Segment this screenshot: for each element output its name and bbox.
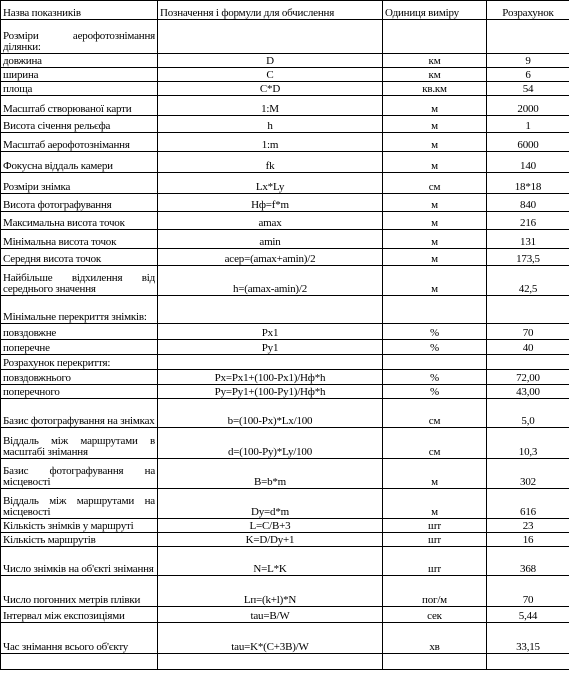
unit-cell: м bbox=[383, 96, 487, 116]
indicator-name-cell: Число знімків на об'єкті знімання bbox=[1, 547, 158, 576]
unit-cell: см bbox=[383, 173, 487, 194]
indicator-name-cell: Масштаб створюваної карти bbox=[1, 96, 158, 116]
unit-cell: пог/м bbox=[383, 576, 487, 607]
unit-cell: м bbox=[383, 230, 487, 249]
calculation-value-cell: 40 bbox=[487, 340, 569, 355]
calculation-value-cell: 42,5 bbox=[487, 266, 569, 296]
indicator-name-cell: Висота січення рельєфа bbox=[1, 116, 158, 133]
indicator-name-cell: повздовжнього bbox=[1, 370, 158, 385]
formula-cell: tau=K*(C+3B)/W bbox=[158, 623, 383, 654]
indicator-name-cell: Висота фотографування bbox=[1, 194, 158, 212]
indicator-name-cell: Мінімальне перекриття знімків: bbox=[1, 296, 158, 324]
unit-cell: шт bbox=[383, 547, 487, 576]
indicator-name-cell: поперечного bbox=[1, 385, 158, 399]
table-row bbox=[1, 355, 569, 370]
calculation-value-cell bbox=[487, 296, 569, 324]
indicator-name-cell: Розрахунок перекриття: bbox=[1, 355, 158, 370]
formula-cell: B=b*m bbox=[158, 459, 383, 489]
formula-cell bbox=[158, 296, 383, 324]
formula-cell: Lx*Ly bbox=[158, 173, 383, 194]
indicator-name-cell: Максимальна висота точок bbox=[1, 212, 158, 230]
indicator-name-cell: площа bbox=[1, 82, 158, 96]
unit-cell: хв bbox=[383, 623, 487, 654]
table-row bbox=[1, 82, 569, 96]
formula-cell: C*D bbox=[158, 82, 383, 96]
unit-cell: м bbox=[383, 459, 487, 489]
table-row bbox=[1, 533, 569, 547]
unit-cell: % bbox=[383, 340, 487, 355]
table-row bbox=[1, 324, 569, 340]
indicator-name-cell: Мінімальна висота точок bbox=[1, 230, 158, 249]
calculation-value-cell: 216 bbox=[487, 212, 569, 230]
calculation-value-cell: 131 bbox=[487, 230, 569, 249]
unit-cell: км bbox=[383, 68, 487, 82]
formula-cell: D bbox=[158, 54, 383, 68]
formula-cell: 1:M bbox=[158, 96, 383, 116]
table-row bbox=[1, 385, 569, 399]
formula-cell: N=L*K bbox=[158, 547, 383, 576]
formula-cell: amax bbox=[158, 212, 383, 230]
formula-cell: b=(100-Px)*Lx/100 bbox=[158, 399, 383, 428]
calculation-value-cell: 16 bbox=[487, 533, 569, 547]
formula-cell bbox=[158, 20, 383, 54]
formula-cell: Dy=d*m bbox=[158, 489, 383, 519]
indicator-name-cell: ширина bbox=[1, 68, 158, 82]
indicator-name-cell: Фокусна віддаль камери bbox=[1, 152, 158, 173]
table-row bbox=[1, 266, 569, 296]
calculation-value-cell: 72,00 bbox=[487, 370, 569, 385]
formula-cell: amin bbox=[158, 230, 383, 249]
formula-cell: K=D/Dy+1 bbox=[158, 533, 383, 547]
table-row bbox=[1, 54, 569, 68]
unit-cell: % bbox=[383, 370, 487, 385]
unit-cell: м bbox=[383, 194, 487, 212]
unit-cell bbox=[383, 20, 487, 54]
formula-cell: h bbox=[158, 116, 383, 133]
indicator-name-cell: Число погонних метрів плівки bbox=[1, 576, 158, 607]
table-row bbox=[1, 20, 569, 54]
formula-cell: tau=B/W bbox=[158, 607, 383, 623]
table-row bbox=[1, 133, 569, 152]
unit-cell: см bbox=[383, 428, 487, 459]
unit-cell: м bbox=[383, 152, 487, 173]
formula-cell: h=(amax-amin)/2 bbox=[158, 266, 383, 296]
indicator-name-cell: довжина bbox=[1, 54, 158, 68]
unit-cell: см bbox=[383, 399, 487, 428]
unit-cell bbox=[383, 296, 487, 324]
calculation-value-cell bbox=[487, 20, 569, 54]
table-row bbox=[1, 399, 569, 428]
calculation-value-cell: 616 bbox=[487, 489, 569, 519]
table-row bbox=[1, 623, 569, 654]
unit-cell: м bbox=[383, 266, 487, 296]
indicator-name-cell: поперечне bbox=[1, 340, 158, 355]
indicator-name-cell: Кількість знімків у маршруті bbox=[1, 519, 158, 533]
calculation-value-cell: 43,00 bbox=[487, 385, 569, 399]
formula-cell: 1:m bbox=[158, 133, 383, 152]
calculation-value-cell: 54 bbox=[487, 82, 569, 96]
header-calculation: Розрахунок bbox=[487, 1, 569, 20]
indicator-name-cell: Середня висота точок bbox=[1, 249, 158, 266]
table-row bbox=[1, 296, 569, 324]
calculation-value-cell: 840 bbox=[487, 194, 569, 212]
indicator-name-cell: Інтервал між експозиціями bbox=[1, 607, 158, 623]
calculation-value-cell: 33,15 bbox=[487, 623, 569, 654]
unit-cell: м bbox=[383, 212, 487, 230]
indicator-name-cell: Масштаб аерофотознімання bbox=[1, 133, 158, 152]
table-row bbox=[1, 547, 569, 576]
indicator-name-cell: Базис фотографування на знімках bbox=[1, 399, 158, 428]
formula-cell: Hф=f*m bbox=[158, 194, 383, 212]
indicator-name-cell: повздовжне bbox=[1, 324, 158, 340]
calculation-value-cell: 173,5 bbox=[487, 249, 569, 266]
table-row bbox=[1, 194, 569, 212]
formula-cell: Py1 bbox=[158, 340, 383, 355]
formula-cell: fk bbox=[158, 152, 383, 173]
table-row bbox=[1, 459, 569, 489]
header-indicator-name: Назва показників bbox=[1, 1, 158, 20]
table-row bbox=[1, 116, 569, 133]
formula-cell: C bbox=[158, 68, 383, 82]
calculation-value-cell bbox=[487, 654, 569, 670]
indicator-name-cell: Найбільше відхилення від середнього значення bbox=[1, 266, 158, 296]
header-formula: Позначення і формули для обчислення bbox=[158, 1, 383, 20]
table-row bbox=[1, 230, 569, 249]
unit-cell: % bbox=[383, 385, 487, 399]
formula-cell: d=(100-Py)*Ly/100 bbox=[158, 428, 383, 459]
unit-cell: шт bbox=[383, 519, 487, 533]
formula-cell: L=C/B+3 bbox=[158, 519, 383, 533]
calculation-value-cell: 5,44 bbox=[487, 607, 569, 623]
unit-cell: км bbox=[383, 54, 487, 68]
calculation-value-cell: 368 bbox=[487, 547, 569, 576]
formula-cell bbox=[158, 654, 383, 670]
unit-cell: м bbox=[383, 489, 487, 519]
formula-cell: Lп=(k+l)*N bbox=[158, 576, 383, 607]
unit-cell: кв.км bbox=[383, 82, 487, 96]
table-row bbox=[1, 96, 569, 116]
table-row bbox=[1, 340, 569, 355]
table-row bbox=[1, 152, 569, 173]
unit-cell: % bbox=[383, 324, 487, 340]
calculation-value-cell: 302 bbox=[487, 459, 569, 489]
formula-cell: Py=Py1+(100-Py1)/Hф*h bbox=[158, 385, 383, 399]
indicator-name-cell bbox=[1, 654, 158, 670]
calculation-value-cell: 5,0 bbox=[487, 399, 569, 428]
table-row bbox=[1, 428, 569, 459]
table-row bbox=[1, 370, 569, 385]
formula-cell: aсер=(amax+amin)/2 bbox=[158, 249, 383, 266]
unit-cell: сек bbox=[383, 607, 487, 623]
table-row bbox=[1, 173, 569, 194]
unit-cell: м bbox=[383, 133, 487, 152]
calculation-value-cell: 9 bbox=[487, 54, 569, 68]
header-unit: Одиниця виміру bbox=[383, 1, 487, 20]
indicator-name-cell: Час знімання всього об'єкту bbox=[1, 623, 158, 654]
table-row bbox=[1, 654, 569, 670]
formula-cell: Px1 bbox=[158, 324, 383, 340]
indicator-name-cell: Розміри аерофотознімання ділянки: bbox=[1, 20, 158, 54]
unit-cell: шт bbox=[383, 533, 487, 547]
table-row bbox=[1, 489, 569, 519]
calculation-value-cell: 1 bbox=[487, 116, 569, 133]
indicator-name-cell: Віддаль між маршрутами на місцевості bbox=[1, 489, 158, 519]
calculation-value-cell: 140 bbox=[487, 152, 569, 173]
calculation-value-cell: 70 bbox=[487, 576, 569, 607]
unit-cell: м bbox=[383, 249, 487, 266]
calculation-value-cell: 23 bbox=[487, 519, 569, 533]
unit-cell: м bbox=[383, 116, 487, 133]
table-row bbox=[1, 68, 569, 82]
indicator-name-cell: Базис фотографування на місцевості bbox=[1, 459, 158, 489]
calculation-value-cell: 18*18 bbox=[487, 173, 569, 194]
calculation-value-cell: 70 bbox=[487, 324, 569, 340]
table-row bbox=[1, 607, 569, 623]
calculation-value-cell: 2000 bbox=[487, 96, 569, 116]
table-row bbox=[1, 519, 569, 533]
indicator-name-cell: Розміри знімка bbox=[1, 173, 158, 194]
table-row bbox=[1, 249, 569, 266]
unit-cell bbox=[383, 355, 487, 370]
table-row bbox=[1, 576, 569, 607]
table-row bbox=[1, 212, 569, 230]
calculation-value-cell: 6000 bbox=[487, 133, 569, 152]
formula-cell bbox=[158, 355, 383, 370]
indicator-name-cell: Кількість маршрутів bbox=[1, 533, 158, 547]
header-row bbox=[1, 1, 569, 20]
calculation-value-cell bbox=[487, 355, 569, 370]
calculation-value-cell: 10,3 bbox=[487, 428, 569, 459]
unit-cell bbox=[383, 654, 487, 670]
formula-cell: Px=Px1+(100-Px1)/Hф*h bbox=[158, 370, 383, 385]
indicator-name-cell: Віддаль між маршрутами в масштабі знімання bbox=[1, 428, 158, 459]
calculation-value-cell: 6 bbox=[487, 68, 569, 82]
